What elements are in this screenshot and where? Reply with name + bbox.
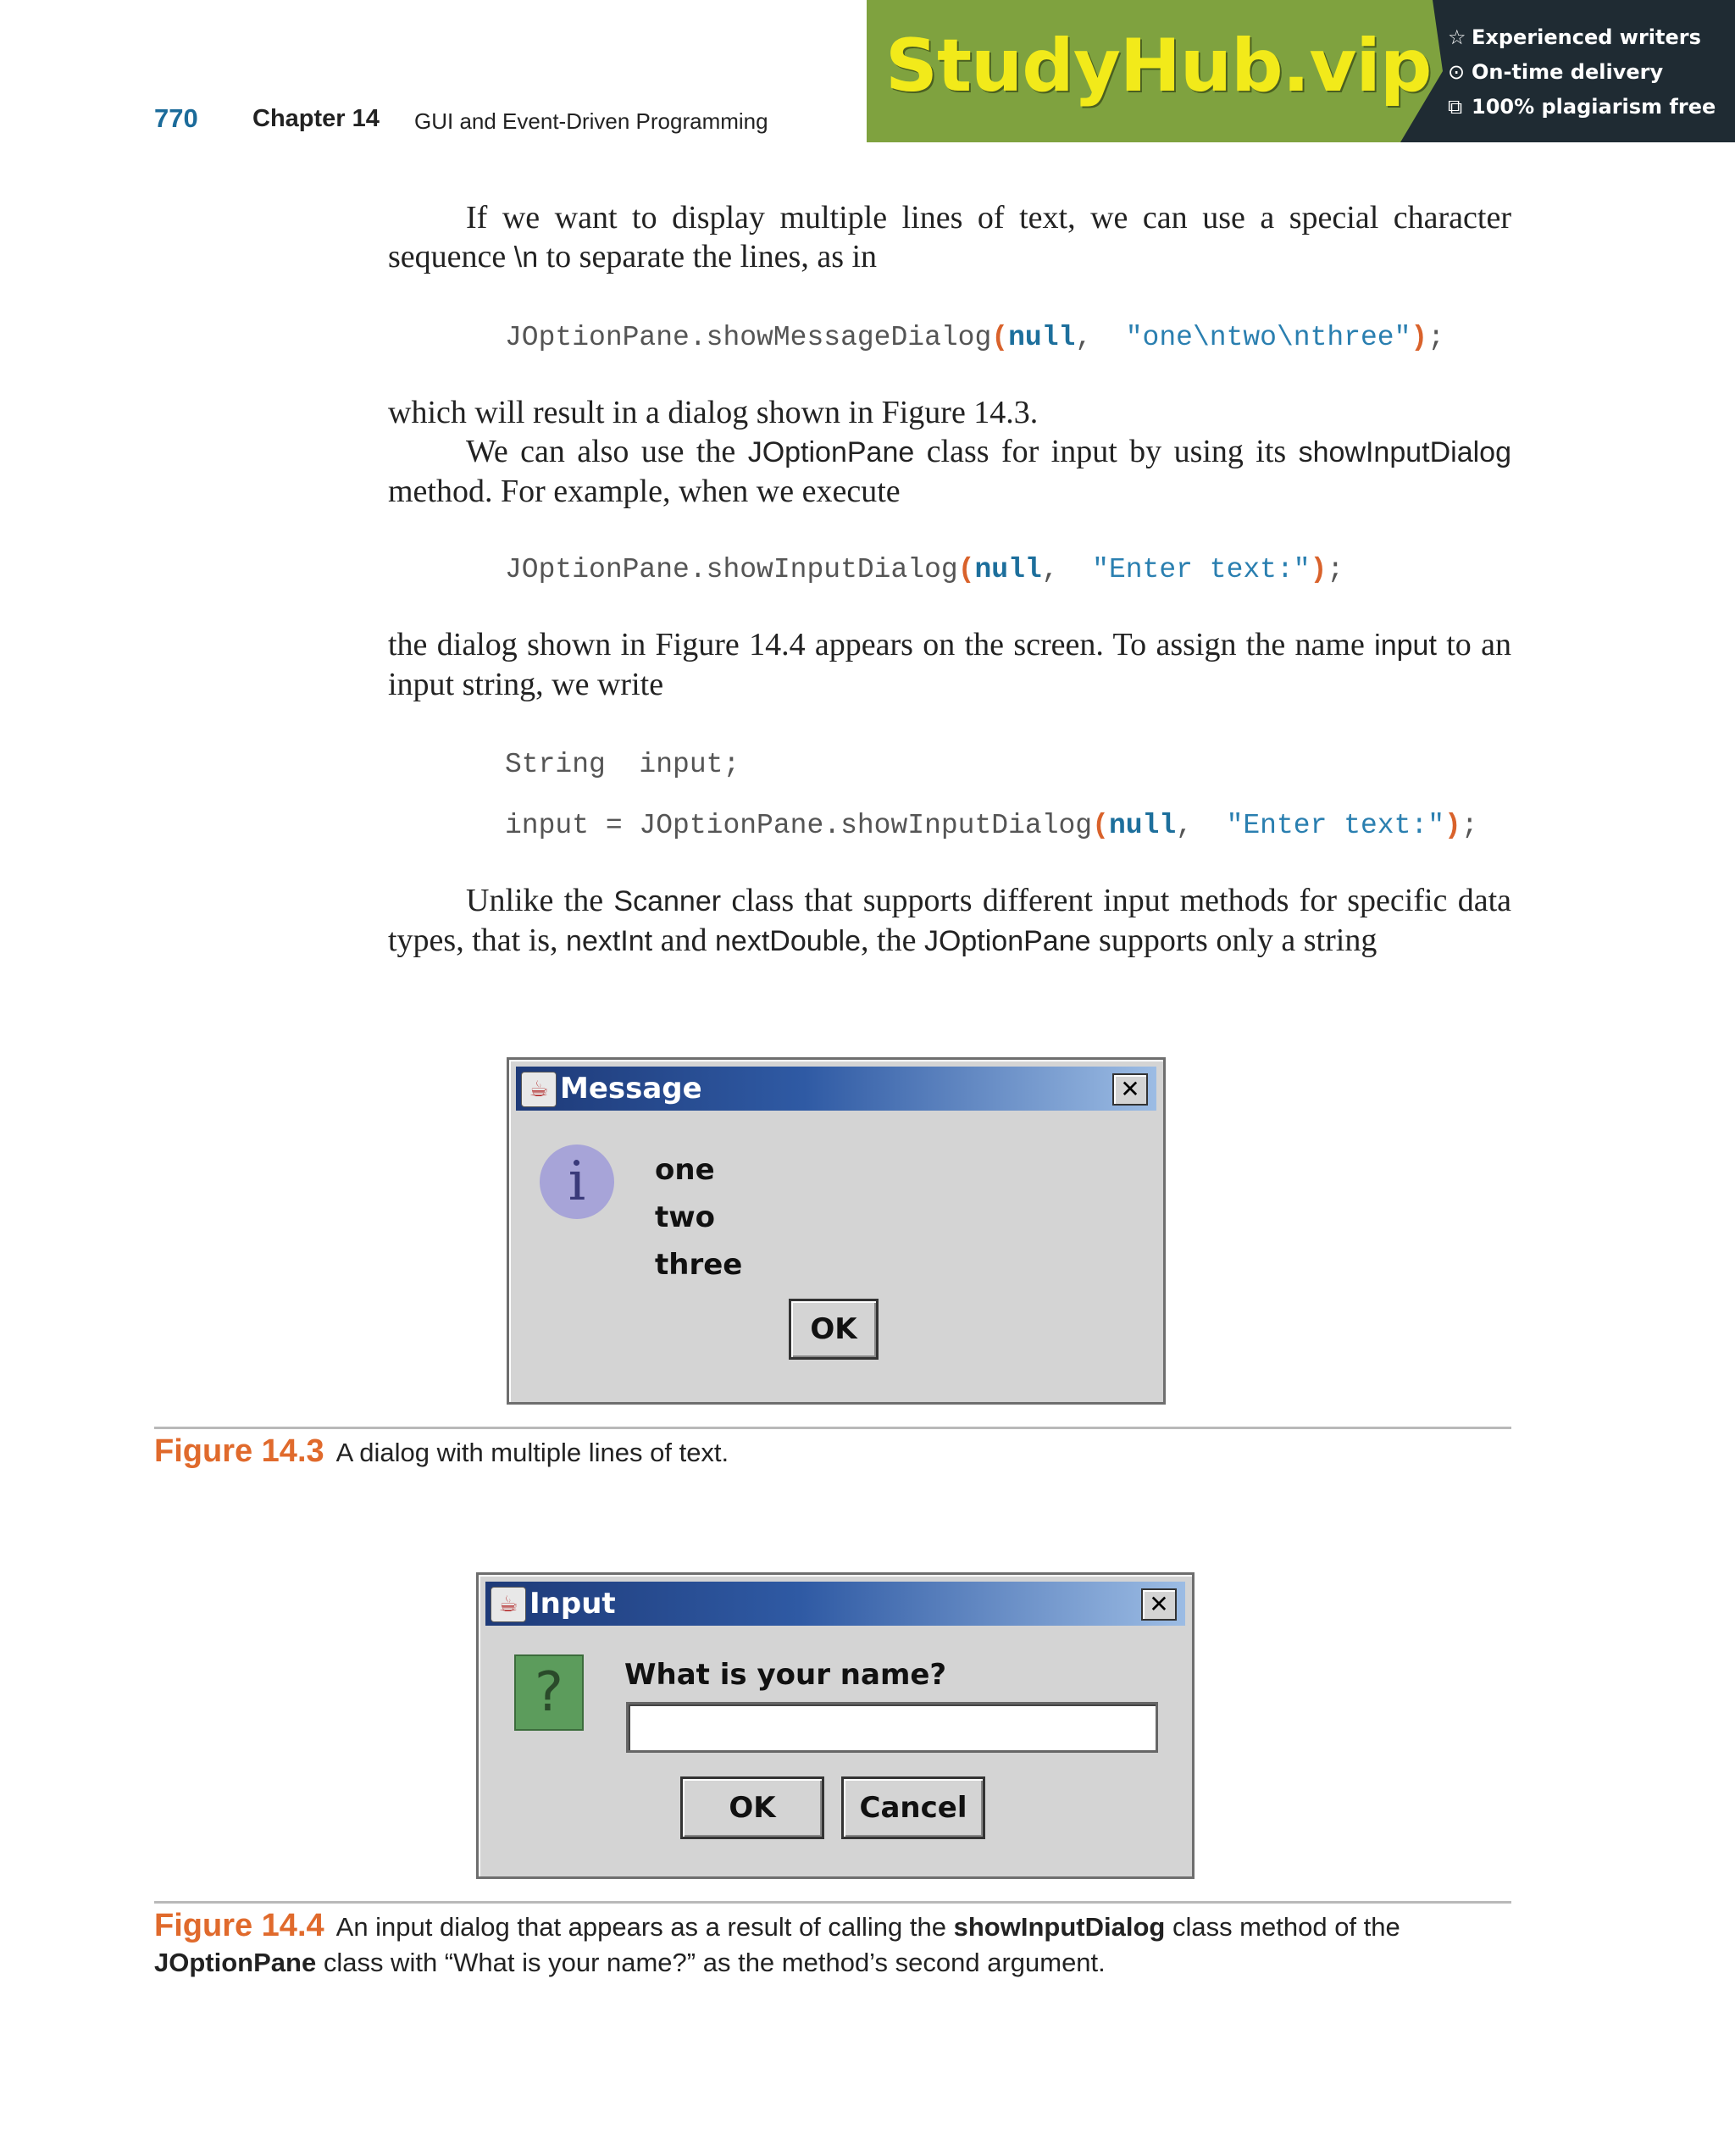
name-input-field[interactable]: [626, 1702, 1158, 1753]
paragraph-2: which will result in a dialog shown in Figure 14.3. We can also use the JOptionPane class for input by using its showInputDialog method. For example, when we execute: [388, 395, 1511, 509]
figure-rule: [154, 1427, 1511, 1429]
close-icon: ✕: [1120, 1075, 1140, 1103]
input-dialog: [476, 1572, 1195, 1879]
cancel-button[interactable]: Cancel: [841, 1776, 985, 1839]
ad-banner[interactable]: [867, 0, 1735, 142]
chapter-label: Chapter 14: [252, 105, 380, 132]
figure-14-4-caption: Figure 14.4 An input dialog that appears as a result of calling the showInputDialog class method of the JOptionPane class with “What is your name?” as the method’s second argument.: [154, 1908, 1400, 1977]
java-cup-icon: ☕: [521, 1072, 557, 1107]
paragraph-5: Unlike the Scanner class that supports different input methods for specific data types, that is, nextInt and nextDouble, the JOptionPane supports only a string: [388, 883, 1511, 958]
feature-item: ⊙ On-time delivery: [1448, 55, 1727, 90]
dialog-title: Message: [560, 1072, 702, 1106]
ok-button[interactable]: OK: [789, 1299, 879, 1360]
java-cup-icon: ☕: [491, 1587, 526, 1622]
message-line: three: [655, 1248, 743, 1282]
input-prompt: What is your name?: [624, 1658, 947, 1692]
information-icon: i: [540, 1145, 614, 1219]
code-line-4: input = JOptionPane.showInputDialog(null, "Enter text:");: [505, 810, 1478, 841]
dialog-title: Input: [529, 1587, 616, 1621]
copy-icon: ⧉: [1448, 95, 1463, 119]
message-line: one: [655, 1153, 715, 1187]
banner-features: [1448, 20, 1727, 125]
code-line-3: String input;: [505, 749, 740, 780]
message-dialog: [507, 1057, 1166, 1405]
figure-14-3-caption: Figure 14.3 A dialog with multiple lines of text.: [154, 1433, 729, 1469]
figure-rule: [154, 1901, 1511, 1904]
brand-logo: StudyHub.vip: [885, 24, 1432, 108]
paragraph-1: If we want to display multiple lines of text, we can use a special character sequence \n to separate the lines, as in: [388, 200, 1511, 274]
question-icon: ?: [514, 1654, 584, 1731]
code-line-2: JOptionPane.showInputDialog(null, "Enter text:");: [505, 554, 1344, 585]
chapter-title: GUI and Event-Driven Programming: [414, 108, 768, 134]
message-line: two: [655, 1200, 716, 1234]
code-line-1: JOptionPane.showMessageDialog(null, "one\ntwo\nthree");: [505, 322, 1445, 353]
ok-button[interactable]: OK: [680, 1776, 824, 1839]
close-button[interactable]: [1141, 1588, 1177, 1621]
feature-item: ⧉ 100% plagiarism free: [1448, 90, 1727, 125]
star-icon: ☆: [1448, 25, 1466, 49]
dialog-titlebar[interactable]: [485, 1582, 1185, 1626]
close-button[interactable]: [1112, 1073, 1148, 1106]
paragraph-4: the dialog shown in Figure 14.4 appears on the screen. To assign the name input to an input string, we write: [388, 627, 1511, 702]
close-icon: ✕: [1149, 1590, 1169, 1618]
figure-label: Figure 14.3: [154, 1433, 324, 1469]
feature-item: ☆ Experienced writers: [1448, 20, 1727, 55]
figure-label: Figure 14.4: [154, 1908, 324, 1943]
dialog-titlebar[interactable]: [516, 1067, 1156, 1111]
clock-icon: ⊙: [1448, 60, 1466, 84]
page-number: 770: [154, 103, 198, 133]
